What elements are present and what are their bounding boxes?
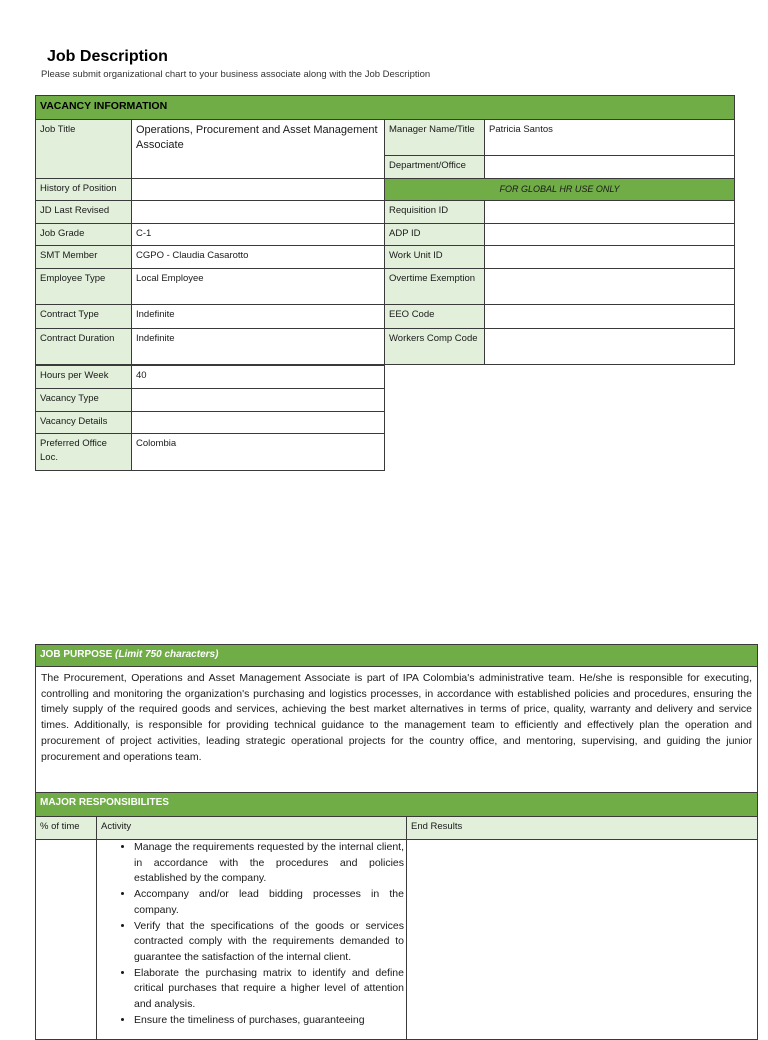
contract-duration-label: Contract Duration — [36, 329, 132, 365]
vacancy-details-value[interactable] — [132, 412, 385, 434]
history-value[interactable] — [132, 179, 385, 201]
vacancy-section-title: VACANCY INFORMATION — [36, 96, 735, 120]
work-unit-value[interactable] — [485, 246, 735, 269]
vacancy-details-label: Vacancy Details — [36, 412, 132, 434]
job-title-label: Job Title — [36, 120, 132, 179]
history-label: History of Position — [36, 179, 132, 201]
requisition-label: Requisition ID — [385, 201, 485, 224]
col-time-header: % of time — [36, 817, 97, 840]
activity-cell[interactable] — [97, 840, 407, 1040]
jd-revised-value[interactable] — [132, 201, 385, 224]
hours-label: Hours per Week — [36, 366, 132, 389]
workers-comp-label: Workers Comp Code — [385, 329, 485, 365]
hr-only-banner: FOR GLOBAL HR USE ONLY — [385, 179, 735, 201]
col-activity-header: Activity — [97, 817, 407, 840]
job-title-value[interactable]: Operations, Procurement and Asset Management Associate — [132, 120, 385, 179]
responsibilities-table — [35, 792, 758, 1040]
employee-type-value[interactable]: Local Employee — [132, 269, 385, 305]
manager-value[interactable]: Patricia Santos — [485, 120, 735, 156]
employee-type-label: Employee Type — [36, 269, 132, 305]
smt-value[interactable]: CGPO - Claudia Casarotto — [132, 246, 385, 269]
eeo-label: EEO Code — [385, 305, 485, 329]
workers-comp-value[interactable] — [485, 329, 735, 365]
hours-value[interactable]: 40 — [132, 366, 385, 389]
smt-label: SMT Member — [36, 246, 132, 269]
job-purpose-limit: (Limit 750 characters) — [115, 649, 219, 660]
job-purpose-table — [35, 644, 758, 793]
activity-item: • Elaborate the purchasing matrix to identify and define critical purchases that require a higher level of attention and analysis. — [134, 966, 406, 1013]
contract-type-value[interactable]: Indefinite — [132, 305, 385, 329]
manager-label: Manager Name/Title — [385, 120, 485, 156]
requisition-value[interactable] — [485, 201, 735, 224]
vacancy-type-value[interactable] — [132, 389, 385, 412]
office-label: Preferred Office Loc. — [36, 434, 132, 471]
grade-label: Job Grade — [36, 224, 132, 246]
time-cell[interactable] — [36, 840, 97, 1040]
overtime-value[interactable] — [485, 269, 735, 305]
activity-item: • Manage the requirements requested by the internal client, in accordance with the procedures and policies established by the company. — [134, 840, 406, 887]
vacancy-table-lower — [35, 365, 385, 471]
activity-item: • Verify that the specifications of the goods or services contracted comply with the requirements demanded to guarantee the satisfaction of the internal client. — [134, 919, 406, 966]
job-purpose-text[interactable]: The Procurement, Operations and Asset Management Associate is part of IPA Colombia's administrative team. He/she is responsible for executing, controlling and monitoring the organization's purchasing and logistics processes, in accordance with established policies and procedures, ensuring the timely supply of the required goods and services, achieving the best market alternatives in terms of price, quality, warranty and delivery and service times. Additionally, is responsible for providing technical guidance to the management team to efficiently and effectively plan the operation and procurement of project activities, leading strategic operational projects for the country office, and mentoring, supervising, and guiding the junior procurement and operations team. — [36, 667, 758, 793]
vacancy-type-label: Vacancy Type — [36, 389, 132, 412]
adp-label: ADP ID — [385, 224, 485, 246]
contract-type-label: Contract Type — [36, 305, 132, 329]
job-purpose-title: JOB PURPOSE — [40, 649, 113, 660]
work-unit-label: Work Unit ID — [385, 246, 485, 269]
overtime-label: Overtime Exemption — [385, 269, 485, 305]
department-value[interactable] — [485, 156, 735, 179]
eeo-value[interactable] — [485, 305, 735, 329]
responsibilities-title: MAJOR RESPONSIBILITES — [36, 793, 758, 817]
activity-list — [97, 840, 406, 1028]
adp-value[interactable] — [485, 224, 735, 246]
contract-duration-value[interactable]: Indefinite — [132, 329, 385, 365]
page-subtitle: Please submit organizational chart to your business associate along with the Job Description — [41, 69, 431, 80]
page-title: Job Description — [47, 48, 168, 65]
jd-revised-label: JD Last Revised — [36, 201, 132, 224]
office-value[interactable]: Colombia — [132, 434, 385, 471]
activity-item: • Accompany and/or lead bidding processes in the company. — [134, 887, 406, 918]
col-results-header: End Results — [407, 817, 758, 840]
results-cell[interactable] — [407, 840, 758, 1040]
job-purpose-header — [36, 645, 758, 667]
vacancy-table — [35, 95, 735, 365]
department-label: Department/Office — [385, 156, 485, 179]
grade-value[interactable]: C-1 — [132, 224, 385, 246]
activity-item: • Ensure the timeliness of purchases, guaranteeing — [134, 1013, 406, 1029]
